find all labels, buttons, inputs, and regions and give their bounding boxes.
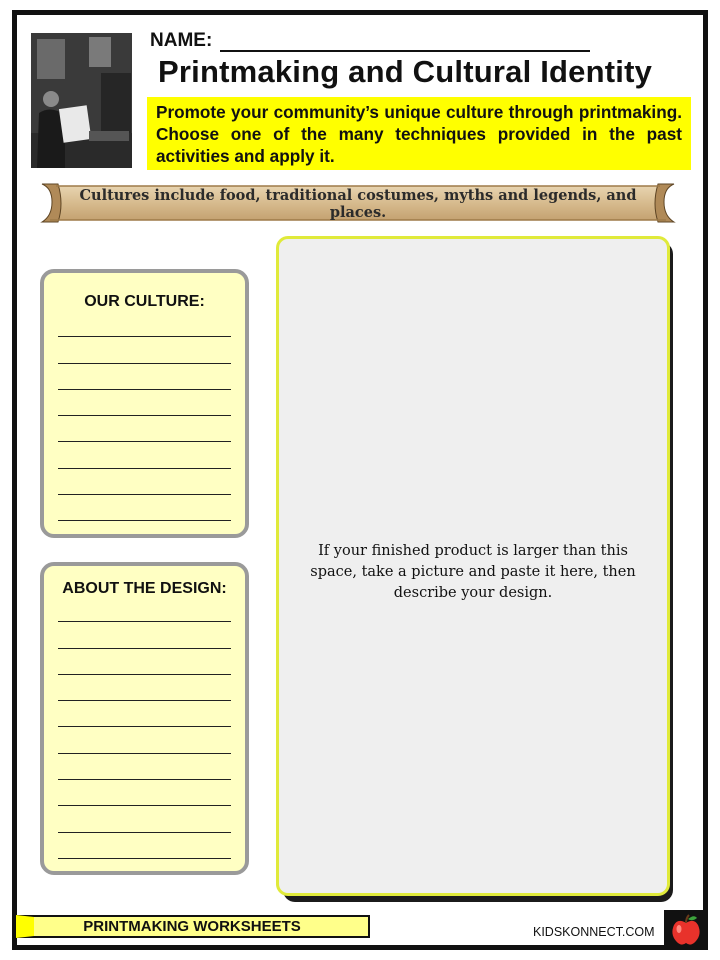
writing-line[interactable] [58,469,231,495]
writing-line[interactable] [58,495,231,521]
footer-site: KIDSKONNECT.COM [533,925,655,939]
writing-line[interactable] [58,780,231,806]
canvas-note: If your finished product is larger than this space, take a picture and paste it here, then describe your design. [310,543,636,601]
writing-line[interactable] [58,649,231,675]
writing-line[interactable] [58,754,231,780]
banner-text: Cultures include food, traditional costumes, myths and legends, and places. [79,187,637,221]
writing-line[interactable] [58,364,231,390]
footer-label [16,915,370,938]
writing-line[interactable] [58,596,231,622]
writing-line[interactable] [58,416,231,442]
design-writing-lines[interactable] [58,596,231,859]
instruction-text: Promote your community’s unique culture through printmaking. Choose one of the many techniques provided in the past activities and apply it. [147,97,691,170]
footer-label-text: PRINTMAKING WORKSHEETS [83,918,301,935]
apple-logo-icon [664,910,708,950]
writing-line[interactable] [58,390,231,416]
scroll-banner [38,182,678,224]
artist-photo [31,33,132,168]
writing-line[interactable] [58,442,231,468]
writing-line[interactable] [58,833,231,859]
writing-line[interactable] [58,701,231,727]
page-title: Printmaking and Cultural Identity [158,54,653,89]
writing-line[interactable] [58,337,231,363]
our-culture-heading: OUR CULTURE: [84,293,205,310]
writing-line[interactable] [58,727,231,753]
writing-line[interactable] [58,311,231,337]
name-input-line[interactable] [220,34,590,52]
writing-line[interactable] [58,806,231,832]
about-design-box [40,562,249,875]
writing-line[interactable] [58,675,231,701]
name-field-row [150,28,590,52]
our-culture-box [40,269,249,538]
writing-line[interactable] [58,622,231,648]
design-canvas[interactable] [276,236,670,896]
about-design-heading: ABOUT THE DESIGN: [62,580,227,597]
culture-writing-lines[interactable] [58,311,231,521]
name-label: NAME: [150,30,213,51]
